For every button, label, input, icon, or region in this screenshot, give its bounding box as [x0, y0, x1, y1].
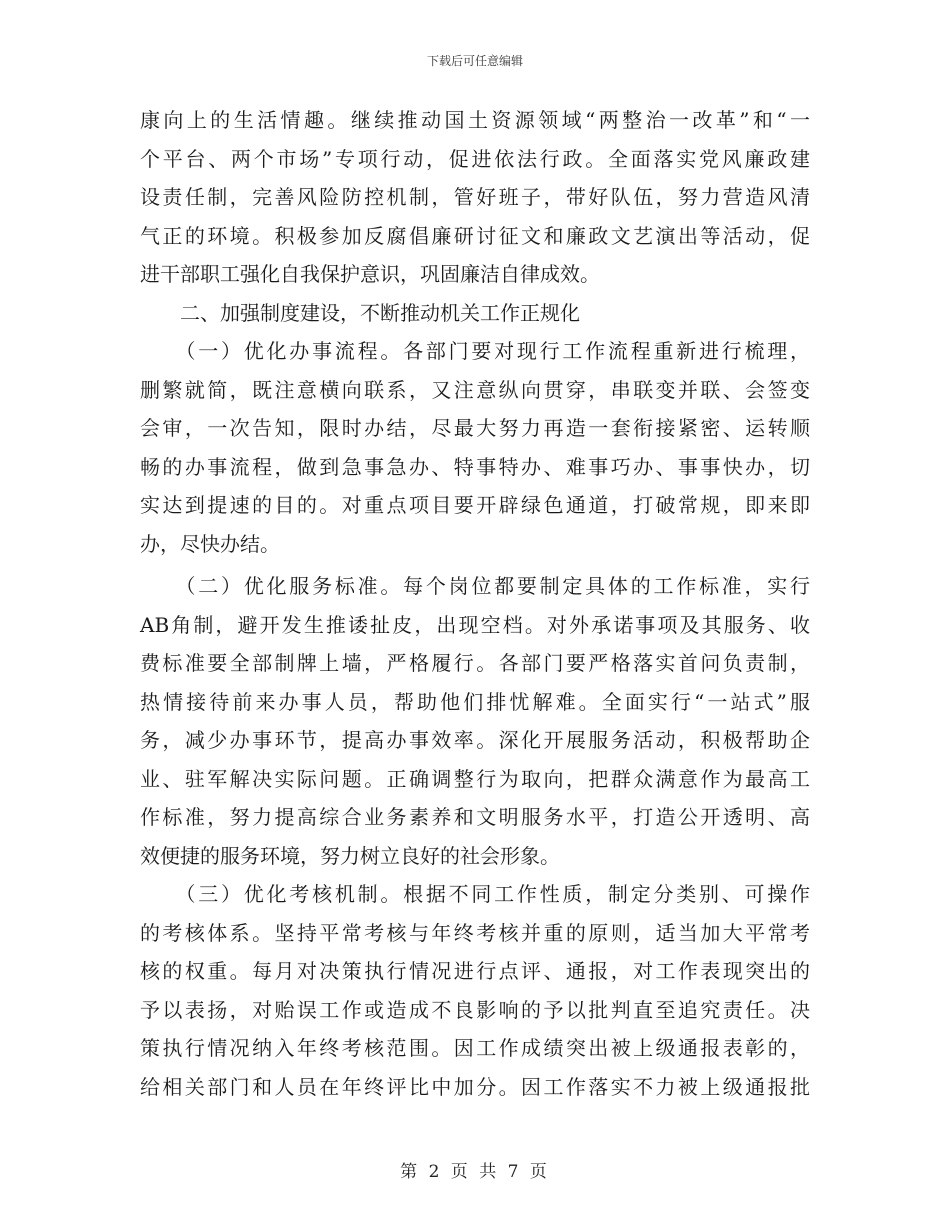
text-line: 设责任制，完善风险防控机制，管好班子，带好队伍，努力营造风清: [140, 185, 810, 209]
text-line: 实达到提速的目的。对重点项目要开辟绿色通道，打破常规，即来即: [140, 493, 810, 517]
document-body: [140, 101, 810, 1106]
text-line: 务，减少办事环节，提高办事效率。深化开展服务活动，积极帮助企: [140, 728, 810, 752]
text-line: 费标准要全部制牌上墙，严格履行。各部门要严格落实首问负责制，: [140, 651, 810, 675]
text-line: （二）优化服务标准。每个岗位都要制定具体的工作标准，实行: [140, 574, 810, 598]
text-line: AB角制，避开发生推诿扯皮，出现空档。对外承诺事项及其服务、收: [140, 612, 810, 637]
text-line: 的考核体系。坚持平常考核与年终考核并重的原则，适当加大平常考: [140, 920, 810, 945]
text-line: 畅的办事流程，做到急事急办、特事特办、难事巧办、事事快办，切: [140, 454, 810, 479]
text-line: 删繁就简，既注意横向联系，又注意纵向贯穿，串联变并联、会签变: [140, 377, 810, 402]
text-line: 办，尽快办结。: [140, 531, 280, 556]
text-line: 予以表扬，对贻误工作或造成不良影响的予以批判直至追究责任。决: [140, 997, 810, 1022]
text-line: 效便捷的服务环境，努力树立良好的社会形象。: [140, 843, 560, 868]
text-line: 作标准，努力提高综合业务素养和文明服务水平，打造公开透明、高: [140, 805, 810, 829]
text-line: （三）优化考核机制。根据不同工作性质，制定分类别、可操作: [140, 882, 810, 906]
text-line: 业、驻军解决实际问题。正确调整行为取向，把群众满意作为最高工: [140, 766, 810, 791]
text-line: 会审，一次告知，限时办结，尽最大努力再造一套衔接紧密、运转顺: [140, 416, 810, 440]
text-line: 二、加强制度建设，不断推动机关工作正规化: [140, 300, 580, 325]
page-header: 下载后可任意编辑: [426, 54, 523, 68]
text-line: 热情接待前来办事人员，帮助他们排忧解难。全面实行“一站式”服: [140, 689, 810, 714]
text-line: 康向上的生活情趣。继续推动国土资源领域“两整治一改革”和“一: [140, 108, 810, 132]
text-line: （一）优化办事流程。各部门要对现行工作流程重新进行梳理，: [140, 339, 810, 363]
text-line: 策执行情况纳入年终考核范围。因工作成绩突出被上级通报表彰的，: [140, 1036, 810, 1060]
text-line: 气正的环境。积极参加反腐倡廉研讨征文和廉政文艺演出等活动，促: [140, 223, 810, 248]
text-line: 个平台、两个市场”专项行动，促进依法行政。全面落实党风廉政建: [140, 146, 810, 171]
text-line: 给相关部门和人员在年终评比中加分。因工作落实不力被上级通报批: [140, 1074, 810, 1099]
page-footer: 第 2 页 共 7 页: [400, 1162, 550, 1182]
text-line: 进干部职工强化自我保护意识，巩固廉洁自律成效。: [140, 262, 600, 286]
text-line: 核的权重。每月对决策执行情况进行点评、通报，对工作表现突出的: [140, 959, 810, 983]
